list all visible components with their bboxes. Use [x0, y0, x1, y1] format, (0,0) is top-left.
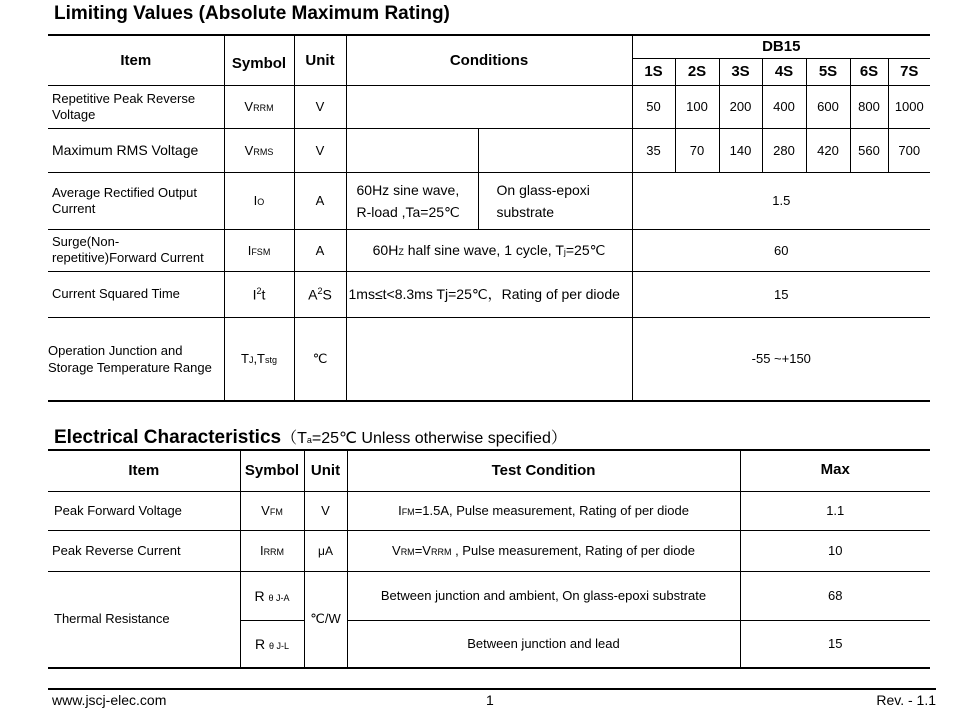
- grade-header: 7S: [888, 58, 930, 85]
- row-conditions: 60Hz sine wave, R-load ,Ta=25℃: [346, 172, 478, 229]
- row-max: 10: [740, 530, 930, 571]
- table-row: [48, 491, 930, 530]
- row-conditions: 60HZ half sine wave, 1 cycle, Tj=25℃: [346, 229, 632, 271]
- row-item: Thermal Resistance: [48, 571, 240, 668]
- row-condition: VRM=VRRM , Pulse measurement, Rating of per diode: [347, 530, 740, 571]
- row-symbol: TJ,Tstg: [224, 317, 294, 401]
- header-conditions: Conditions: [346, 35, 632, 85]
- header-item: Item: [48, 450, 240, 491]
- table-row: [48, 271, 930, 317]
- row-max: 68: [740, 571, 930, 620]
- row-item: Operation Junction and Storage Temperature Range: [48, 317, 224, 401]
- row-value: 140: [719, 128, 762, 172]
- row-conditions: [346, 317, 632, 401]
- row-conditions: 1ms≤t<8.3ms Tj=25℃，Rating of per diode: [346, 271, 632, 317]
- row-value: 280: [762, 128, 806, 172]
- table-row: [48, 530, 930, 571]
- row-symbol: VRMS: [224, 128, 294, 172]
- row-value: 100: [675, 85, 719, 128]
- row-unit: ℃/W: [304, 571, 347, 668]
- row-item: Surge(Non-repetitive)Forward Current: [48, 229, 224, 271]
- electrical-title-note: （Ta=25℃ Unless otherwise specified）: [281, 430, 567, 447]
- electrical-characteristics-table: [48, 449, 930, 669]
- table-row: [48, 571, 930, 620]
- row-unit: V: [294, 128, 346, 172]
- row-value: 1000: [888, 85, 930, 128]
- row-value: 1.5: [632, 172, 930, 229]
- grade-header: 1S: [632, 58, 675, 85]
- row-value: -55 ~+150: [632, 317, 930, 401]
- row-unit: ℃: [294, 317, 346, 401]
- header-item: Item: [48, 35, 224, 85]
- row-symbol: R θ J-L: [240, 620, 304, 668]
- limiting-title-text: Limiting Values: [54, 3, 194, 24]
- row-unit: V: [294, 85, 346, 128]
- row-conditions: [346, 128, 478, 172]
- header-test-condition: Test Condition: [347, 450, 740, 491]
- row-unit: V: [304, 491, 347, 530]
- row-item: Peak Reverse Current: [48, 530, 240, 571]
- table-row: [48, 172, 930, 229]
- limiting-values-table: [48, 34, 930, 402]
- row-symbol: $I^2t$: [224, 271, 294, 317]
- header-unit: Unit: [294, 35, 346, 85]
- grade-header: 4S: [762, 58, 806, 85]
- row-value: 420: [806, 128, 850, 172]
- page-footer: [48, 688, 936, 708]
- limiting-title-paren: (Absolute Maximum Rating): [198, 3, 450, 24]
- header-symbol: Symbol: [224, 35, 294, 85]
- limiting-values-title: [54, 3, 450, 25]
- row-value: 200: [719, 85, 762, 128]
- row-unit: A: [294, 229, 346, 271]
- row-conditions: [346, 85, 632, 128]
- row-max: 15: [740, 620, 930, 668]
- grade-header: 5S: [806, 58, 850, 85]
- footer-page-number: 1: [486, 692, 494, 708]
- row-symbol: VFM: [240, 491, 304, 530]
- row-condition: IFM=1.5A, Pulse measurement, Rating of per diode: [347, 491, 740, 530]
- row-condition: Between junction and lead: [347, 620, 740, 668]
- table-row: [48, 85, 930, 128]
- row-item: Repetitive Peak Reverse Voltage: [48, 85, 224, 128]
- row-symbol: IRRM: [240, 530, 304, 571]
- grade-header: 6S: [850, 58, 888, 85]
- row-value: 560: [850, 128, 888, 172]
- footer-website[interactable]: www.jscj-elec.com: [52, 692, 167, 708]
- row-conditions-2: On glass-epoxi substrate: [478, 172, 632, 229]
- row-item: Average Rectified Output Current: [48, 172, 224, 229]
- grade-header: 2S: [675, 58, 719, 85]
- row-symbol: R θ J-A: [240, 571, 304, 620]
- row-value: 800: [850, 85, 888, 128]
- header-symbol: Symbol: [240, 450, 304, 491]
- row-value: 400: [762, 85, 806, 128]
- row-unit: $A^2S$: [294, 271, 346, 317]
- row-symbol: VRRM: [224, 85, 294, 128]
- row-conditions-2: [478, 128, 632, 172]
- electrical-characteristics-title: [54, 425, 567, 449]
- row-value: 50: [632, 85, 675, 128]
- table-row: [48, 128, 930, 172]
- row-unit: μA: [304, 530, 347, 571]
- header-unit: Unit: [304, 450, 347, 491]
- grade-header: 3S: [719, 58, 762, 85]
- row-unit: A: [294, 172, 346, 229]
- footer-revision: Rev. - 1.1: [876, 692, 936, 708]
- row-item: Current Squared Time: [48, 271, 224, 317]
- row-value: 70: [675, 128, 719, 172]
- header-group-db15: DB15: [632, 35, 930, 58]
- row-symbol: IFSM: [224, 229, 294, 271]
- table-row: [48, 229, 930, 271]
- row-value: 35: [632, 128, 675, 172]
- row-symbol: IO: [224, 172, 294, 229]
- row-item: Maximum RMS Voltage: [48, 128, 224, 172]
- row-item: Peak Forward Voltage: [48, 491, 240, 530]
- row-max: 1.1: [740, 491, 930, 530]
- row-value: 60: [632, 229, 930, 271]
- row-condition: Between junction and ambient, On glass-epoxi substrate: [347, 571, 740, 620]
- header-max: Max: [740, 450, 930, 491]
- electrical-title-text: Electrical Characteristics: [54, 427, 282, 448]
- table-row: [48, 317, 930, 401]
- row-value: 15: [632, 271, 930, 317]
- row-value: 700: [888, 128, 930, 172]
- row-value: 600: [806, 85, 850, 128]
